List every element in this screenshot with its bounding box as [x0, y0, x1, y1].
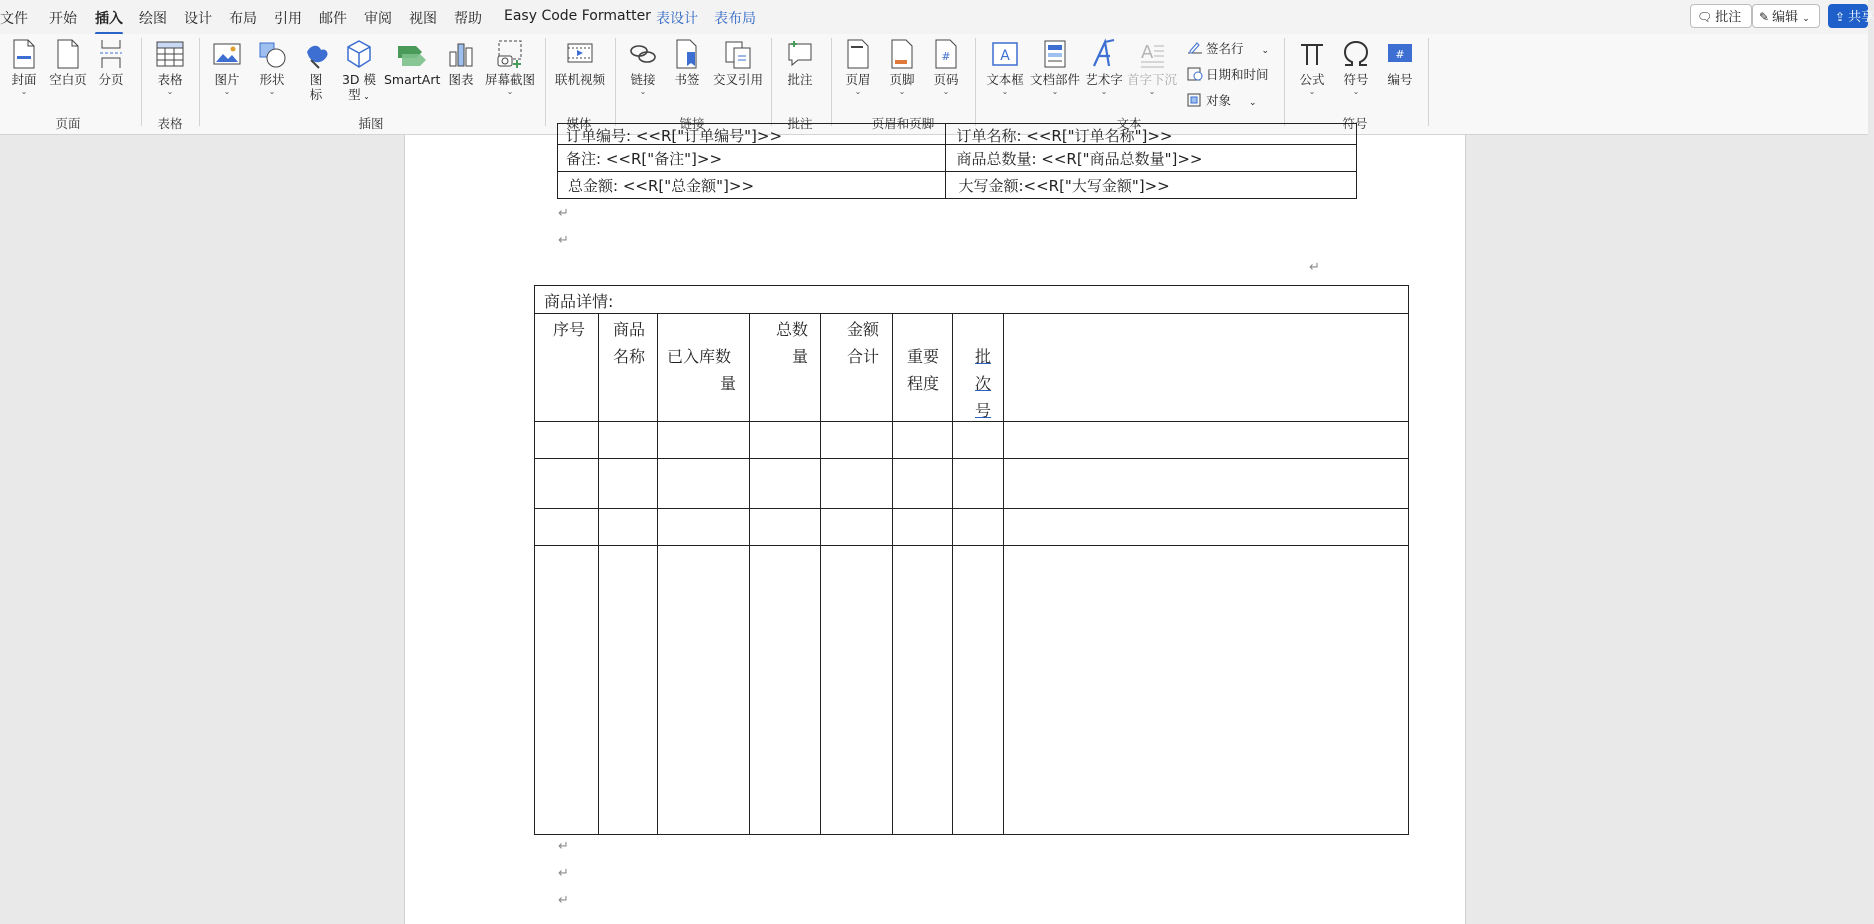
object-button[interactable]: 对象 ⌄ [1187, 91, 1257, 109]
chevron-down-icon: ⌄ [360, 92, 370, 101]
group-label-illustrations: 插图 [358, 116, 384, 131]
chevron-down-icon: ⌄ [223, 87, 231, 96]
chevron-down-icon: ⌄ [898, 87, 906, 96]
shapes-button[interactable]: 形状 ⌄ [255, 38, 289, 96]
quick-parts-button[interactable]: 文档部件 ⌄ [1029, 38, 1081, 96]
smartart-icon [394, 38, 428, 70]
document-area[interactable] [0, 127, 1868, 924]
chevron-down-icon: ⌄ [1100, 87, 1108, 96]
menu-draw[interactable]: 绘图 [139, 11, 167, 27]
group-label-header-footer: 页眉和页脚 [871, 116, 935, 131]
table-row[interactable] [535, 546, 1409, 835]
chevron-down-icon: ⌄ [854, 87, 862, 96]
omega-icon [1341, 38, 1371, 70]
cross-reference-icon [723, 38, 753, 70]
signature-line-button[interactable]: 签名行 ⌄ [1187, 39, 1269, 57]
ribbon-insert [0, 34, 1868, 135]
order-info-table[interactable] [557, 123, 1357, 199]
header-empty-cell[interactable] [1004, 314, 1409, 422]
pi-icon [1297, 38, 1327, 70]
menu-mailings[interactable]: 邮件 [319, 11, 347, 27]
paragraph-mark: ↵ [558, 893, 569, 908]
drop-cap-button[interactable]: A 首字下沉 ⌄ [1127, 38, 1177, 96]
blank-page-icon [55, 38, 81, 70]
svg-text:#: # [941, 50, 951, 63]
ribbon-separator [1284, 38, 1285, 126]
menu-layout[interactable]: 布局 [229, 11, 257, 27]
paragraph-mark: ↵ [1309, 260, 1320, 275]
group-label-symbols: 符号 [1342, 116, 1368, 131]
header-icon [845, 38, 871, 70]
chevron-down-icon: ⌄ [268, 87, 276, 96]
menu-insert[interactable]: 插入 [95, 8, 123, 28]
menu-home[interactable]: 开始 [49, 11, 77, 27]
chevron-down-icon: ⌄ [1308, 87, 1316, 96]
menu-help[interactable]: 帮助 [454, 11, 482, 27]
chevron-down-icon: ⌄ [20, 87, 28, 96]
order-number-cell[interactable]: 订单编号: <<R["订单编号"]>> [558, 124, 946, 145]
group-label-comments: 批注 [787, 116, 813, 131]
footer-button[interactable]: 页脚 ⌄ [887, 38, 917, 96]
online-video-button[interactable]: 联机视频 [554, 38, 606, 87]
ribbon-separator [975, 38, 976, 126]
icons-icon [301, 38, 331, 70]
wordart-icon [1089, 38, 1119, 70]
group-label-media: 媒体 [566, 116, 592, 131]
header-stock-cell[interactable]: 已入库数 量 [658, 314, 750, 422]
cover-page-icon [11, 38, 37, 70]
page-break-icon [98, 38, 124, 70]
menu-bar [0, 0, 1874, 34]
svg-text:A: A [1000, 48, 1010, 64]
footer-icon [889, 38, 915, 70]
chevron-down-icon: ⌄ [1051, 87, 1059, 96]
editing-mode-button[interactable]: ✎ 编辑 ⌄ [1752, 4, 1820, 28]
group-label-tables: 表格 [157, 116, 183, 131]
smartart-button[interactable]: SmartArt [384, 38, 438, 87]
comment-icon: 🗨 [1697, 10, 1713, 24]
quick-parts-icon [1040, 38, 1070, 70]
signature-icon [1187, 41, 1203, 55]
chevron-down-icon: ⌄ [639, 87, 647, 96]
paragraph-mark: ↵ [558, 866, 569, 881]
ribbon-separator [199, 38, 200, 126]
numbering-button[interactable]: # 编号 [1384, 38, 1416, 87]
shapes-icon [257, 38, 287, 70]
total-quantity-cell[interactable]: 商品总数量: <<R["商品总数量"]>> [946, 145, 1357, 172]
menu-review[interactable]: 审阅 [364, 11, 392, 27]
online-video-icon [565, 38, 595, 70]
header-batch-cell[interactable]: 批 次 号 [953, 314, 1004, 422]
document-page[interactable] [404, 127, 1466, 924]
text-box-button[interactable]: A 文本框 ⌄ [985, 38, 1025, 96]
table-row[interactable] [535, 509, 1409, 546]
page-number-icon [933, 38, 959, 70]
comments-button[interactable]: 🗨 批注 [1690, 4, 1752, 28]
table-button[interactable]: 表格 ⌄ [153, 38, 187, 96]
menu-file[interactable]: 文件 [0, 11, 28, 27]
cover-page-button[interactable]: 封面 ⌄ [8, 38, 40, 96]
header-priority-cell[interactable]: 重要 程度 [893, 314, 953, 422]
ribbon-separator [771, 38, 772, 126]
chevron-down-icon: ⌄ [1148, 87, 1156, 96]
bookmark-icon [673, 38, 701, 70]
screenshot-icon [495, 38, 525, 70]
paragraph-mark: ↵ [558, 839, 569, 854]
picture-button[interactable]: 图片 ⌄ [211, 38, 243, 96]
svg-text:A: A [1141, 42, 1154, 63]
share-icon: ⇪ [1835, 10, 1846, 24]
group-label-links: 链接 [679, 116, 705, 131]
pencil-icon: ✎ [1759, 10, 1770, 24]
menu-view[interactable]: 视图 [409, 11, 437, 27]
table-row[interactable] [535, 422, 1409, 459]
text-box-icon [990, 38, 1020, 70]
menu-design[interactable]: 设计 [184, 11, 212, 27]
chevron-down-icon: ⌄ [506, 87, 514, 96]
share-button[interactable]: ⇪ 共享 [1828, 4, 1868, 28]
group-label-pages: 页面 [55, 116, 81, 131]
blank-page-button[interactable]: 空白页 [48, 38, 88, 87]
paragraph-mark: ↵ [558, 233, 569, 248]
cube-icon [344, 38, 374, 70]
product-detail-table[interactable] [534, 285, 1409, 835]
menu-easy-code-formatter[interactable]: Easy Code Formatter [504, 8, 651, 24]
menu-table-layout[interactable]: 表布局 [714, 11, 756, 27]
page-break-button[interactable]: 分页 [96, 38, 126, 87]
numbering-icon [1385, 38, 1415, 70]
equation-button[interactable]: 公式 ⌄ [1296, 38, 1328, 96]
chevron-down-icon: ⌄ [1249, 98, 1257, 108]
header-button[interactable]: 页眉 ⌄ [843, 38, 873, 96]
chevron-down-icon: ⌄ [1001, 87, 1009, 96]
picture-icon [212, 38, 242, 70]
header-seq-cell[interactable]: 序号 [535, 314, 599, 422]
cross-reference-button[interactable]: 交叉引用 [711, 38, 765, 87]
ribbon-separator [831, 38, 832, 126]
svg-text:#: # [1395, 48, 1405, 61]
new-comment-icon [785, 38, 815, 70]
ribbon-separator [1428, 38, 1429, 126]
bookmark-button[interactable]: 书签 [672, 38, 702, 87]
menu-references[interactable]: 引用 [274, 11, 302, 27]
3d-models-button[interactable]: 3D 模 型 ⌄ [340, 38, 378, 104]
menu-table-design[interactable]: 表设计 [656, 11, 698, 27]
chevron-down-icon: ⌄ [942, 87, 950, 96]
icons-button[interactable]: 图 标 [300, 38, 332, 102]
bar-chart-icon [447, 38, 475, 70]
wordart-button[interactable]: 艺术字 ⌄ [1085, 38, 1123, 96]
ribbon-separator [141, 38, 142, 126]
amount-in-words-cell[interactable]: 大写金额:<<R["大写金额"]>> [946, 172, 1357, 199]
chevron-down-icon: ⌄ [166, 87, 174, 96]
date-time-button[interactable]: 日期和时间 [1187, 65, 1269, 83]
calendar-clock-icon [1187, 67, 1203, 81]
order-name-cell[interactable]: 订单名称: <<R["订单名称"]>> [946, 124, 1357, 145]
product-detail-title-cell[interactable]: 商品详情: [535, 286, 1409, 314]
new-comment-button[interactable]: 批注 [784, 38, 816, 87]
link-button[interactable]: 链接 ⌄ [627, 38, 659, 96]
page-number-button[interactable]: # 页码 ⌄ [931, 38, 961, 96]
group-label-text: 文本 [1116, 116, 1142, 131]
chevron-down-icon: ⌄ [1802, 14, 1810, 24]
link-icon [628, 38, 658, 70]
chevron-down-icon: ⌄ [1261, 46, 1270, 56]
remarks-cell[interactable]: 备注: <<R["备注"]>> [558, 145, 946, 172]
header-amount-cell[interactable]: 金额 合计 [821, 314, 893, 422]
object-icon [1187, 93, 1203, 107]
drop-cap-icon [1137, 38, 1167, 70]
screenshot-button[interactable]: 屏幕截图 ⌄ [484, 38, 536, 96]
table-icon [155, 38, 185, 70]
header-total-cell[interactable]: 总数 量 [750, 314, 821, 422]
table-row[interactable] [535, 459, 1409, 509]
chevron-down-icon: ⌄ [1352, 87, 1360, 96]
ribbon-separator [545, 38, 546, 126]
chart-button[interactable]: 图表 [446, 38, 476, 87]
paragraph-mark: ↵ [558, 206, 569, 221]
total-amount-cell[interactable]: 总金额: <<R["总金额"]>> [558, 172, 946, 199]
ribbon-separator [615, 38, 616, 126]
header-name-cell[interactable]: 商品 名称 [599, 314, 658, 422]
symbol-button[interactable]: 符号 ⌄ [1340, 38, 1372, 96]
